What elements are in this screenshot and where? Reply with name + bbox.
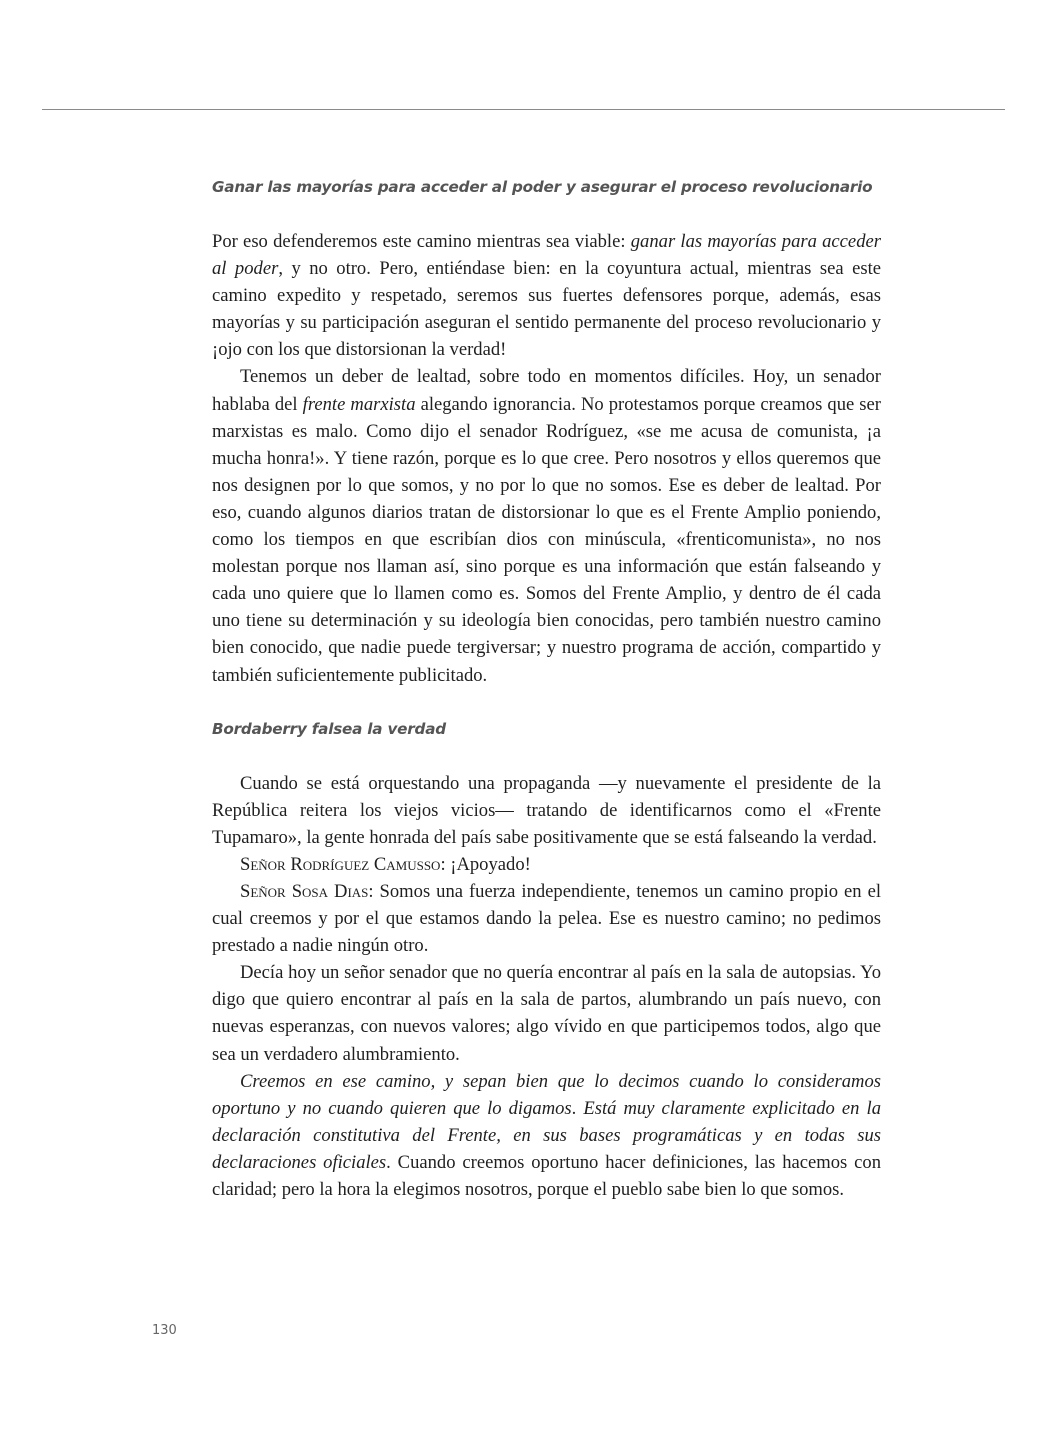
text-run: Decía hoy un señor senador que no quería encontrar al país en la sala de autopsias. Yo digo que quiero encontrar al país en la sala de partos, alumbrando un país nuevo, con nuevas esperanzas, con nuevos valores; algo vívido en que participemos todos, algo que sea un verdadero alumbramiento.	[212, 962, 881, 1065]
speaker-name: Señor Rodríguez Camusso	[240, 853, 441, 875]
section-heading: Bordaberry falsea la verdad	[212, 719, 446, 738]
text-run: : Somos una fuerza independiente, tenemos un camino propio en el cual creemos y por el que estamos dando la pelea. Ese es nuestro camino; no pedimos prestado a nadie ningún otro.	[212, 880, 881, 957]
text-run: : ¡Apoyado!	[440, 853, 531, 875]
page-content	[212, 174, 881, 1203]
paragraph	[212, 959, 881, 1067]
emphasis-text: ganar las mayorías para acceder al poder	[212, 231, 881, 280]
text-run: . Cuando creemos oportuno hacer definiciones, las hacemos con claridad; pero la hora la elegimos nosotros, porque el pueblo sabe bien lo que somos.	[212, 1151, 881, 1200]
section-heading: Ganar las mayorías para acceder al poder y asegurar el proceso revolucionario	[212, 178, 873, 196]
page-number: 130	[152, 1323, 177, 1338]
paragraph	[212, 770, 881, 851]
emphasis-text: Creemos en ese camino, y sepan bien que lo decimos cuando lo consideramos oportuno y no cuando quieren que lo digamos	[212, 1070, 881, 1119]
text-run: Por eso defenderemos este camino mientras sea viable:	[212, 231, 631, 252]
text-run: Tenemos un deber de lealtad, sobre todo en momentos difíciles. Hoy, un senador hablaba del	[212, 366, 881, 415]
text-run: , y no otro. Pero, entiéndase bien: en la coyuntura actual, mientras sea este camino expedito y respetado, seremos sus fuertes defensores porque, además, esas mayorías y su participación aseguran el sentido permanente del proceso revolucionario y ¡ojo con los que distorsionan la verdad!	[212, 258, 881, 361]
speaker-line	[212, 851, 881, 878]
header-rule	[42, 109, 1005, 110]
emphasis-text: frente marxista	[302, 393, 416, 415]
paragraph	[212, 363, 881, 688]
text-run: alegando ignorancia. No protestamos porque creamos que ser marxistas es malo. Como dijo el senador Rodríguez, «se me acusa de comunista, ¡a mucha honra!». Y tiene razón, porque es lo que cree. Pero nosotros y ellos queremos que nos designen por lo que somos, y no por lo que no somos. Ese es deber de lealtad. Por eso, cuando algunos diarios tratan de distorsionar lo que es el Frente Amplio poniendo, como los tiempos en que escribían dios con minúscula, «frenticomunista», no nos molestan porque nos llaman así, sino porque es una información que están falseando y cada uno quiere que lo llamen como es. Somos del Frente Amplio, y dentro de él cada uno tiene su determinación y su ideología bien conocidas, pero también nuestro camino bien conocido, que nadie puede tergiversar; y nuestro programa de acción, compartido y también suficientemente publicitado.	[212, 393, 881, 686]
paragraph	[212, 228, 881, 363]
speaker-name: Señor Sosa Dias	[240, 880, 369, 902]
speaker-line	[212, 878, 881, 959]
text-run: Cuando se está orquestando una propaganda —y nuevamente el presidente de la República reitera los viejos vicios— tratando de identificarnos como el «Frente Tupamaro», la gente honrada del país sabe positivamente que se está falseando la verdad.	[212, 772, 881, 848]
emphasis-text: Está muy claramente explicitado en la declaración constitutiva del Frente, en sus bases programáticas y en todas sus declaraciones oficiales	[212, 1097, 881, 1173]
paragraph	[212, 1068, 881, 1203]
text-run: .	[571, 1097, 584, 1119]
